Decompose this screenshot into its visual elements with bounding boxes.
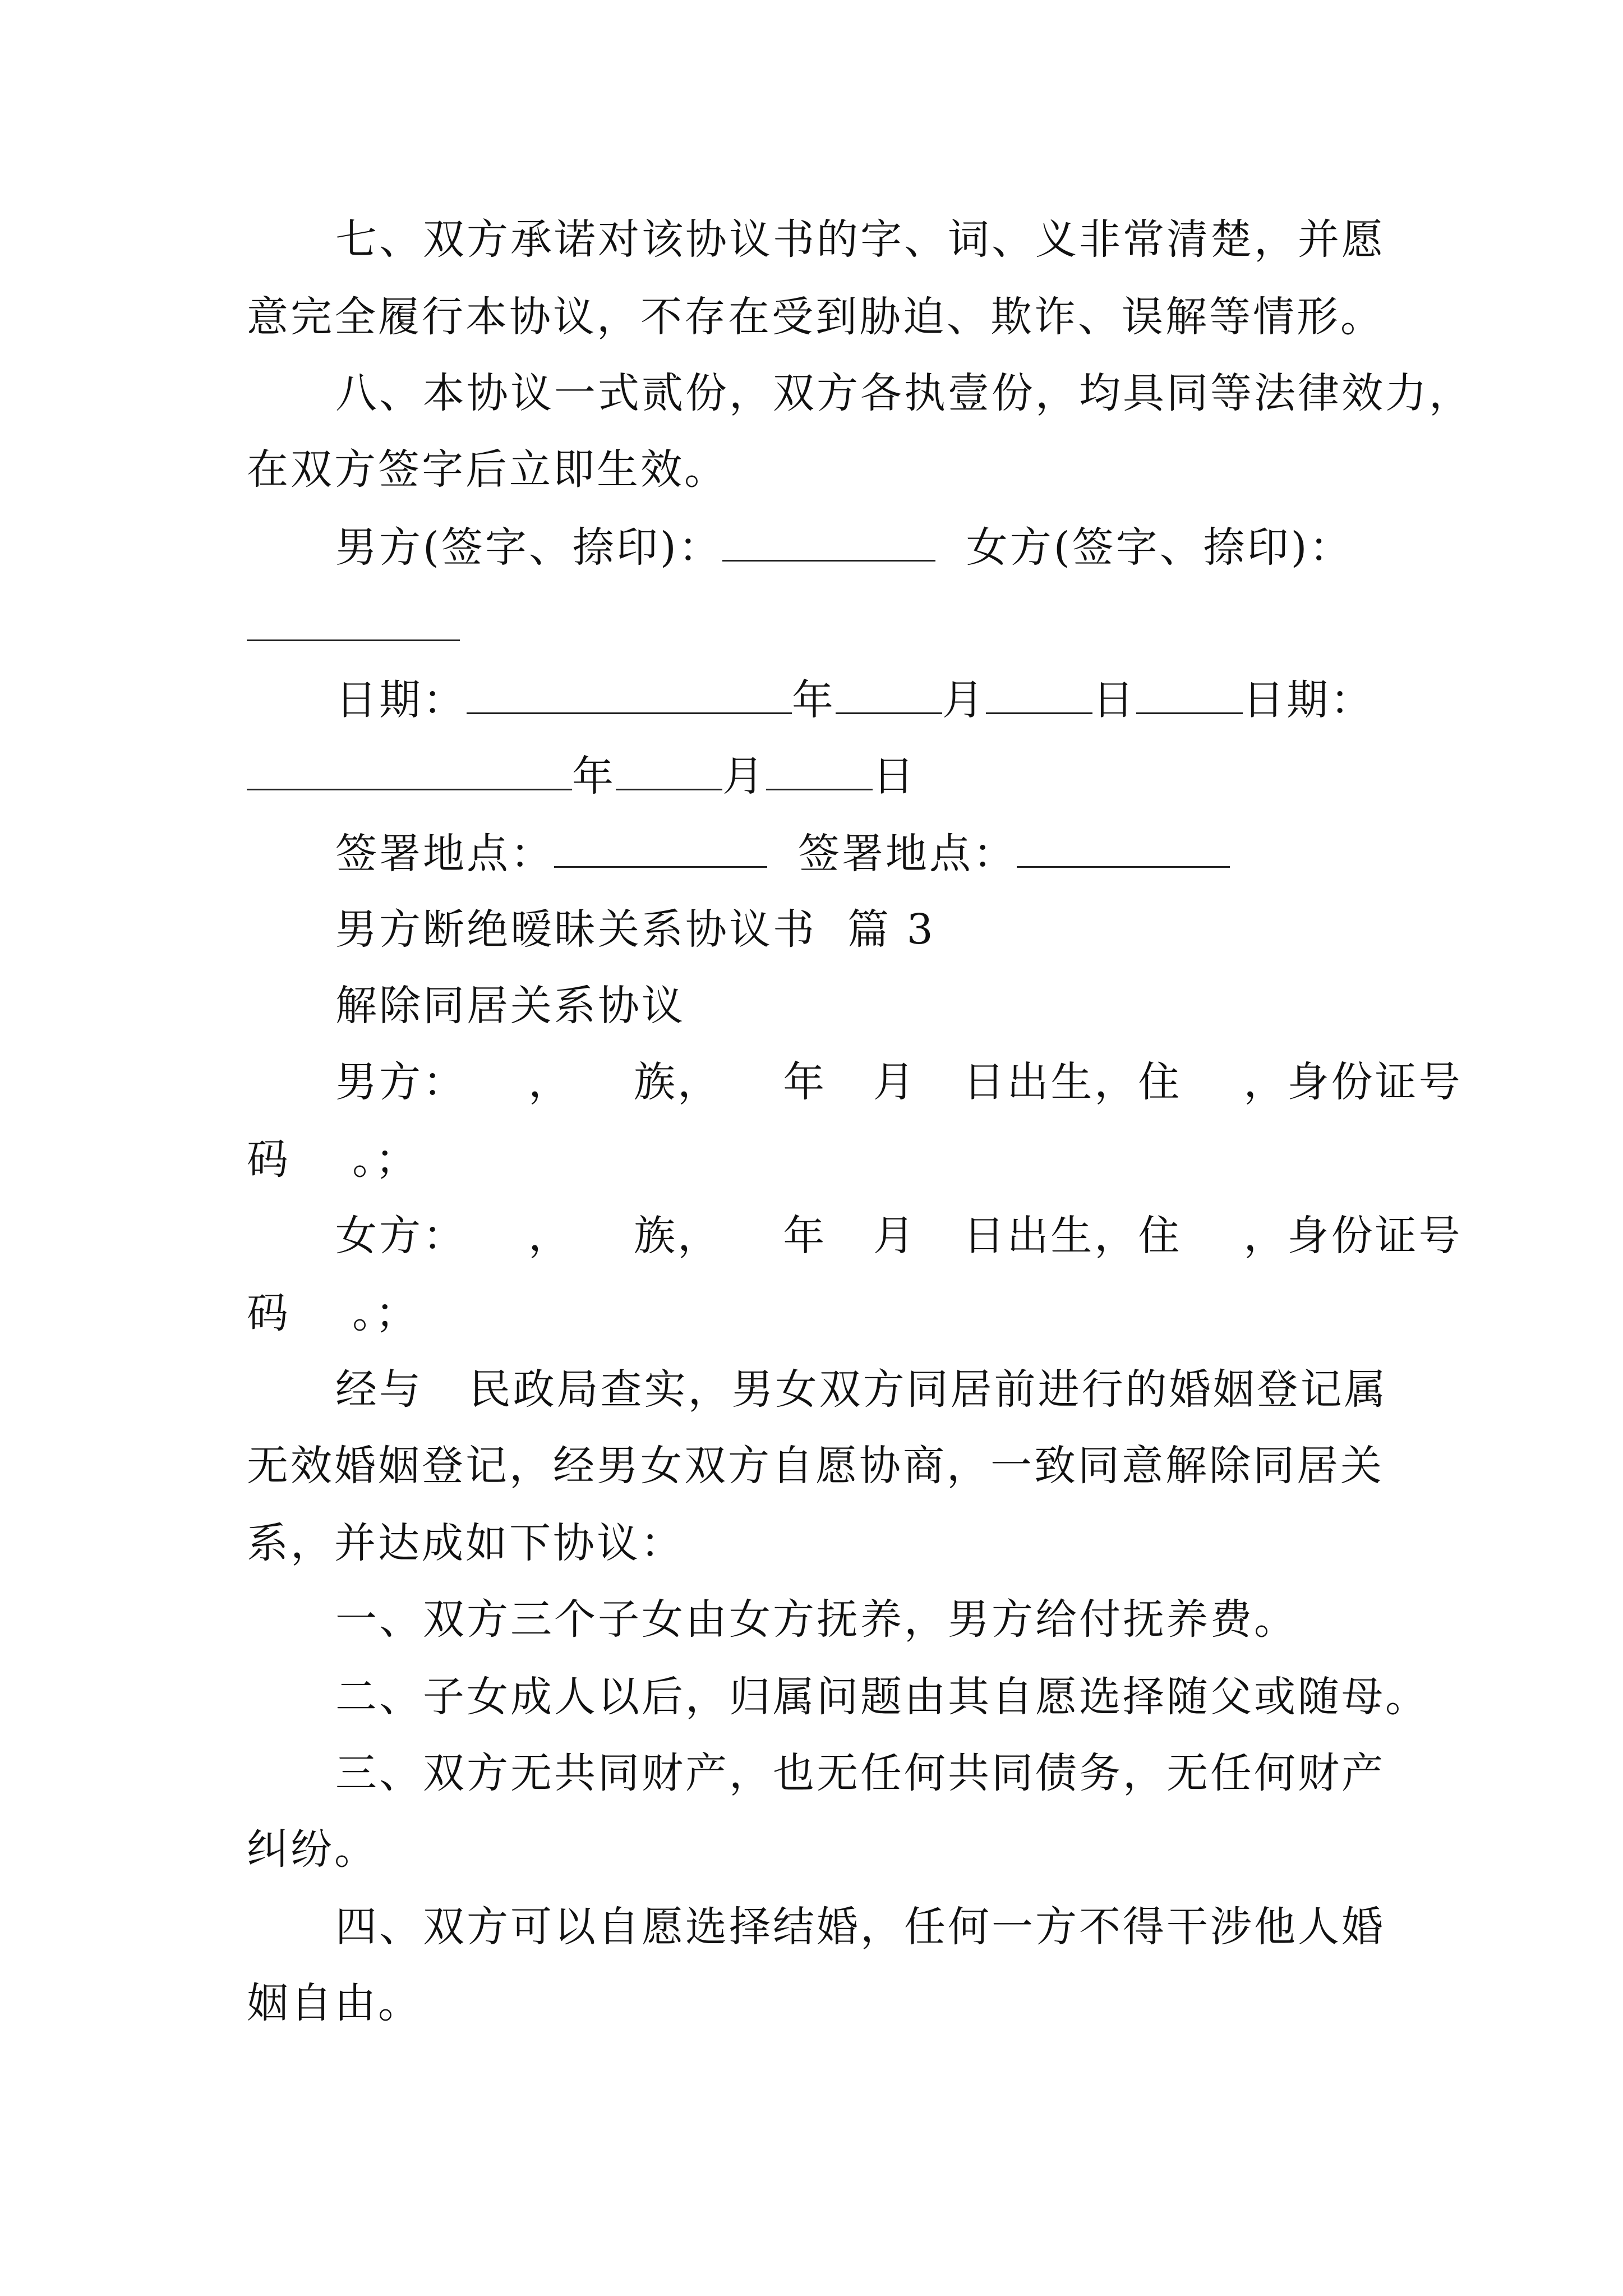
month-blank-2 — [616, 755, 722, 790]
male-info-line-1: 男方： ， 族， 年 月 日出生，住 ，身份证号 — [335, 1058, 1463, 1106]
day-blank — [986, 679, 1092, 714]
signing-place-row — [335, 830, 1230, 878]
month-blank — [836, 679, 942, 714]
female-signature-blank — [247, 639, 460, 641]
clause-8-line-2: 在双方签字后立即生效。 — [247, 445, 728, 494]
year-label: 年 — [792, 676, 836, 724]
clause-2: 二、子女成人以后，归属问题由其自愿选择随父或随母。 — [335, 1673, 1429, 1721]
female-date-blank — [247, 755, 572, 790]
male-place-blank — [554, 832, 767, 868]
section-title: 男方断绝暧昧关系协议书 篇 3 — [335, 905, 935, 954]
paragraph-1-line-3: 系，并达成如下协议： — [247, 1519, 684, 1567]
extra-blank — [1136, 679, 1243, 714]
clause-8-line-1: 八、本协议一式贰份，双方各执壹份，均具同等法律效力， — [335, 369, 1473, 417]
female-place-label: 签署地点： — [798, 830, 1017, 878]
date-row-2 — [247, 752, 916, 800]
day-label-2: 日 — [873, 752, 916, 800]
clause-7-line-1: 七、双方承诺对该协议书的字、词、义非常清楚，并愿 — [335, 215, 1385, 264]
male-place-label: 签署地点： — [335, 830, 554, 878]
male-signature-blank — [722, 526, 935, 562]
male-date-label: 日期： — [335, 676, 467, 724]
clause-3-line-2: 纠纷。 — [247, 1825, 378, 1874]
female-info-line-1: 女方： ， 族， 年 月 日出生，住 ，身份证号 — [335, 1212, 1463, 1260]
female-info-line-2: 码 。； — [247, 1289, 419, 1337]
clause-4-line-1: 四、双方可以自愿选择结婚，任何一方不得干涉他人婚 — [335, 1903, 1385, 1951]
male-date-blank — [467, 679, 792, 714]
male-info-line-2: 码 。； — [247, 1135, 419, 1184]
day-label: 日 — [1092, 676, 1136, 724]
male-signature-label: 男方(签字、捺印)： — [335, 523, 722, 572]
female-signature-label: 女方(签字、捺印)： — [966, 523, 1353, 572]
date-row-1 — [335, 676, 1374, 724]
clause-4-line-2: 姻自由。 — [247, 1979, 422, 2027]
female-place-blank — [1017, 832, 1230, 868]
signature-row — [335, 523, 1353, 572]
clause-7-line-2: 意完全履行本协议，不存在受到胁迫、欺诈、误解等情形。 — [247, 293, 1384, 341]
clause-1: 一、双方三个子女由女方抚养，男方给付抚养费。 — [335, 1595, 1298, 1644]
month-label-2: 月 — [722, 752, 766, 800]
day-blank-2 — [766, 755, 873, 790]
agreement-title: 解除同居关系协议 — [335, 982, 685, 1030]
paragraph-1-line-1: 经与 民政局查实，男女双方同居前进行的婚姻登记属 — [335, 1365, 1388, 1414]
female-date-label: 日期： — [1243, 676, 1374, 724]
year-label-2: 年 — [572, 752, 616, 800]
clause-3-line-1: 三、双方无共同财产，也无任何共同债务，无任何财产 — [335, 1749, 1385, 1797]
paragraph-1-line-2: 无效婚姻登记，经男女双方自愿协商，一致同意解除同居关 — [247, 1442, 1384, 1490]
month-label: 月 — [942, 676, 986, 724]
